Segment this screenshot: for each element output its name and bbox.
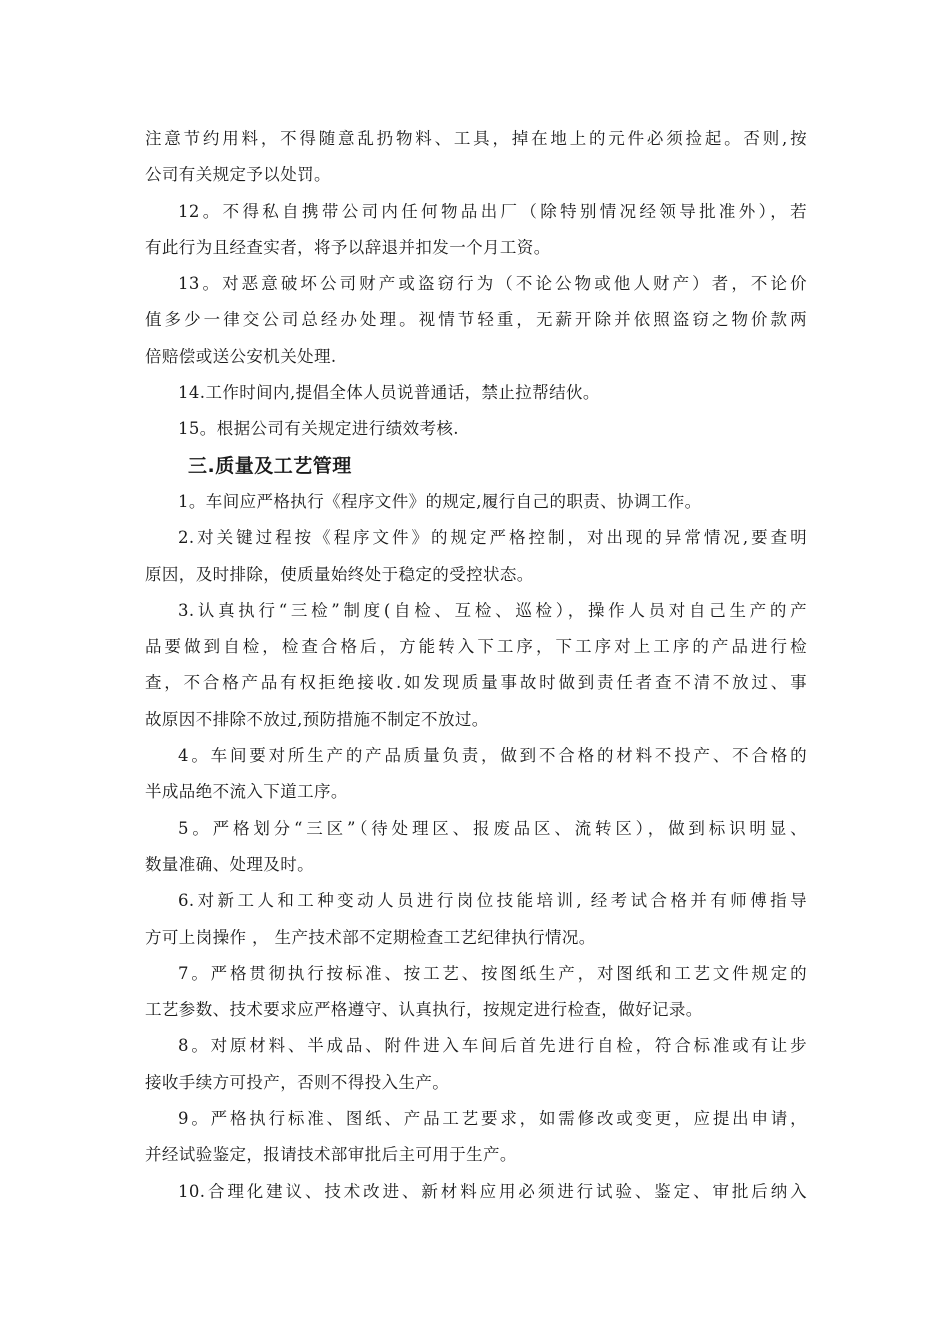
text-line: 接收手续方可投产，否则不得投入生产。 xyxy=(145,1072,450,1092)
text-line: 13。对恶意破坏公司财产或盗窃行为（不论公物或他人财产）者，不论价 xyxy=(178,274,807,294)
paragraph xyxy=(145,411,807,447)
text-line: 公司有关规定予以处罚。 xyxy=(145,165,331,185)
text-line: 注意节约用料，不得随意乱扔物料、工具，掉在地上的元件必须捡起。否则,按 xyxy=(145,129,807,148)
text-line: 2.对关键过程按《程序文件》的规定严格控制，对出现的异常情况,要查明 xyxy=(178,528,807,548)
paragraph xyxy=(145,1174,807,1210)
paragraph xyxy=(145,811,807,884)
text-line: 查，不合格产品有权拒绝接收.如发现质量事故时做到责任者查不清不放过、事 xyxy=(145,673,807,693)
text-line: 并经试验鉴定，报请技术部审批后主可用于生产。 xyxy=(145,1145,517,1165)
text-line: 倍赔偿或送公安机关处理. xyxy=(145,346,337,366)
text-line: 故原因不排除不放过,预防措施不制定不放过。 xyxy=(145,709,489,729)
paragraph xyxy=(145,194,807,267)
text-line: 值多少一律交公司总经办处理。视情节轻重，无薪开除并依照盗窃之物价款两 xyxy=(145,310,807,330)
paragraph xyxy=(145,1101,807,1174)
paragraph xyxy=(145,484,807,520)
document-page xyxy=(145,121,807,1210)
paragraph xyxy=(145,121,807,194)
paragraph xyxy=(145,520,807,593)
text-line: 方可上岗操作 ， 生产技术部不定期检查工艺纪律执行情况。 xyxy=(145,927,596,947)
text-line: 有此行为且经查实者，将予以辞退并扣发一个月工资。 xyxy=(145,237,551,257)
paragraph xyxy=(145,1028,807,1101)
text-line: 品要做到自检，检查合格后，方能转入下工序，下工序对上工序的产品进行检 xyxy=(145,637,807,657)
text-line: 6.对新工人和工种变动人员进行岗位技能培训, 经考试合格并有师傅指导 xyxy=(178,891,807,911)
text-line: 7。严格贯彻执行按标准、按工艺、按图纸生产，对图纸和工艺文件规定的 xyxy=(178,963,807,983)
paragraph xyxy=(145,738,807,811)
paragraph xyxy=(145,375,807,411)
paragraph xyxy=(145,593,807,738)
text-line: 4。车间要对所生产的产品质量负责，做到不合格的材料不投产、不合格的 xyxy=(178,746,807,766)
paragraph xyxy=(145,883,807,956)
text-line: 原因，及时排除，使质量始终处于稳定的受控状态。 xyxy=(145,564,534,584)
text-line: 3.认真执行“三检”制度(自检、互检、巡检），操作人员对自己生产的产 xyxy=(178,600,807,620)
text-line: 工艺参数、技术要求应严格遵守、认真执行，按规定进行检查，做好记录。 xyxy=(145,1000,703,1020)
text-line: 数量准确、处理及时。 xyxy=(145,854,314,874)
text-line: 半成品绝不流入下道工序。 xyxy=(145,782,348,802)
text-line: 15。根据公司有关规定进行绩效考核. xyxy=(178,419,459,439)
text-line: 9。严格执行标准、图纸、产品工艺要求，如需修改或变更，应提出申请， xyxy=(178,1109,807,1129)
text-line: 12。不得私自携带公司内任何物品出厂（除特别情况经领导批准外），若 xyxy=(178,201,807,221)
section-heading: 三.质量及工艺管理 xyxy=(188,454,352,477)
text-line: 1。车间应严格执行《程序文件》的规定,履行自己的职责、协调工作。 xyxy=(178,491,702,511)
text-line: 5。严格划分“三区”（待处理区、报废品区、流转区），做到标识明显、 xyxy=(178,818,807,838)
text-line: 10.合理化建议、技术改进、新材料应用必须进行试验、鉴定、审批后纳入 xyxy=(178,1181,807,1201)
paragraph xyxy=(145,956,807,1029)
paragraph xyxy=(145,266,807,375)
text-line: 14.工作时间内,提倡全体人员说普通话，禁止拉帮结伙。 xyxy=(178,383,600,403)
text-line: 8。对原材料、半成品、附件进入车间后首先进行自检，符合标准或有让步 xyxy=(178,1036,807,1056)
